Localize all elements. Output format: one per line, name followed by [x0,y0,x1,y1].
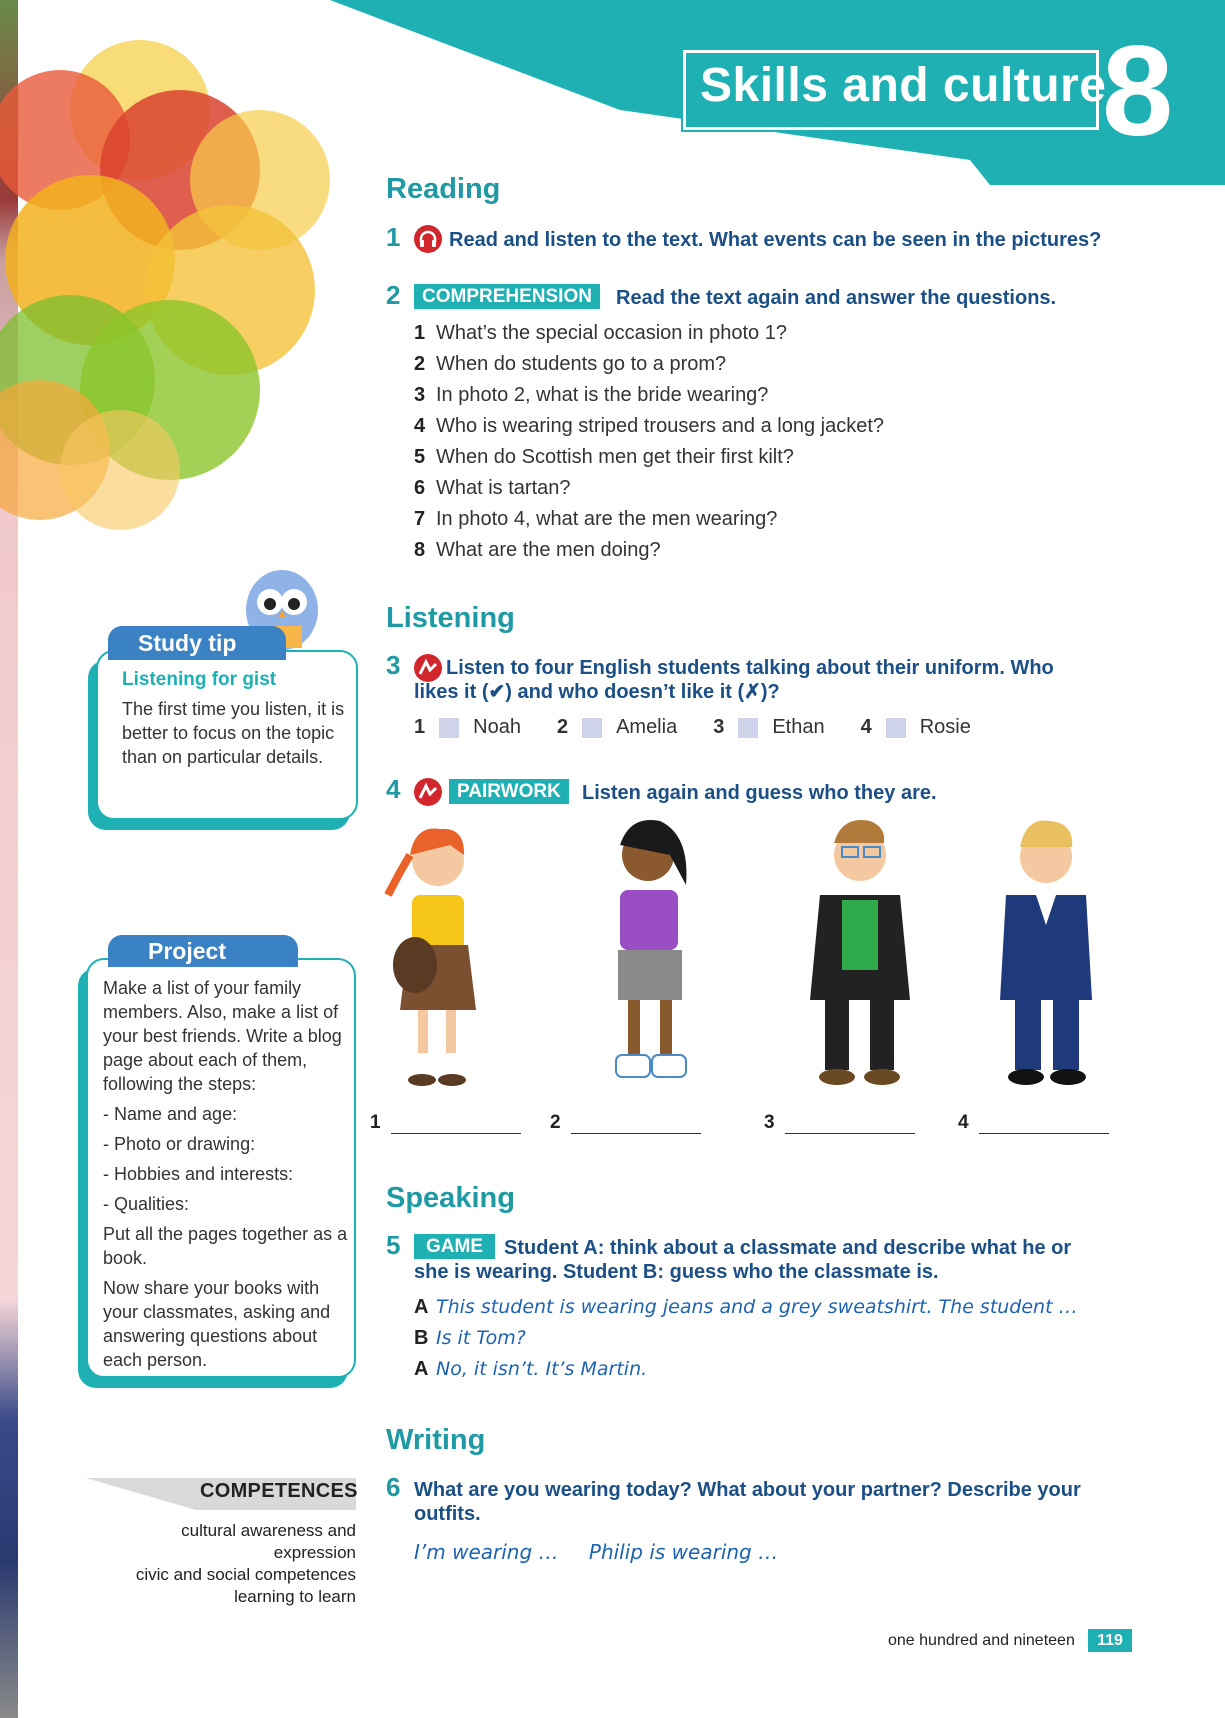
question-item: 6 What is tartan? [414,477,571,499]
students-checklist [414,716,1014,739]
dialogue-line: A No, it isn’t. It’s Martin. [414,1358,648,1380]
students-illustration [370,815,1130,1110]
speaking-heading: Speaking [386,1182,515,1214]
dialogue [414,1296,1078,1389]
study-tip-title: Listening for gist [122,669,277,690]
unit-number: 8 [1102,20,1174,163]
page-title: Skills and culture [700,59,1107,112]
reading-heading: Reading [386,173,501,205]
exercise-1-instruction: Read and listen to the text. What events can be seen in the pictures? [449,229,1102,251]
headphones-icon [414,225,442,253]
exercise-6-instruction: What are you wearing today? What about your partner? Describe your outfits. [414,1479,1081,1525]
page-number-words: one hundred and nineteen [888,1632,1075,1649]
exercise-4-number: 4 [386,774,401,804]
comprehension-tag: COMPREHENSION [414,284,600,309]
student-item-amelia: 2 Amelia [556,716,678,738]
writing-heading: Writing [386,1424,486,1456]
question-item: 4 Who is wearing striped trousers and a long jacket? [414,415,885,437]
student-item-ethan: 3 Ethan [713,716,825,738]
student-figure [388,829,476,1086]
dialogue-line: B Is it Tom? [414,1327,526,1349]
exercise-6-number: 6 [386,1472,401,1502]
exercise-4-instruction: Listen again and guess who they are. [582,782,937,804]
competences-list: cultural awareness and expression civic and social competences learning to learn [135,1521,356,1606]
answer-line[interactable]: 1 [370,1112,521,1134]
student-figure [616,820,686,1077]
exercise-5-number: 5 [386,1230,401,1260]
game-tag: GAME [414,1234,495,1259]
project-text: Make a list of your family members. Also, make a list of your best friends. Write a blog page about each of them, following the steps: - Name and age: - Photo or drawing: - Hobbies and interests: - Qualities: Put all the pages together as a book. Now share your books with your classmates, asking and answering questions about each person. [103,978,348,1370]
answer-line[interactable]: 4 [958,1112,1109,1134]
question-item: 5 When do Scottish men get their first kilt? [414,446,794,468]
answer-line[interactable]: 3 [764,1112,915,1134]
student-figure [810,820,910,1085]
exercise-1-number: 1 [386,222,401,252]
study-tip-tab: Study tip [108,626,286,660]
comprehension-questions [414,322,1014,570]
student-item-rosie: 4 Rosie [860,716,971,738]
audio-icon [414,778,442,806]
exercise-3-number: 3 [386,650,401,680]
exercise-3-instruction: Listen to four English students talking about their uniform. Who likes it (✔) and who doesn’t like it (✗)? [414,657,1054,703]
exercise-2-instruction: Read the text again and answer the questions. [616,287,1057,309]
project-tab: Project [108,935,298,967]
exercise-2-number: 2 [386,280,401,310]
balloons-illustration [0,40,345,530]
question-item: 3 In photo 2, what is the bride wearing? [414,384,769,406]
question-item: 8 What are the men doing? [414,539,661,561]
writing-examples: I’m wearing … Philip is wearing … [414,1540,779,1564]
checkbox[interactable] [886,718,906,738]
answer-line[interactable]: 2 [550,1112,701,1134]
competences-title: COMPETENCES [200,1480,358,1502]
listening-heading: Listening [386,602,515,634]
question-item: 7 In photo 4, what are the men wearing? [414,508,778,530]
checkbox[interactable] [738,718,758,738]
study-tip-text: The first time you listen, it is better to focus on the topic than on particular details. [122,699,345,767]
pairwork-tag: PAIRWORK [449,779,569,804]
question-item: 2 When do students go to a prom? [414,353,727,375]
exercise-5-instruction: Student A: think about a classmate and describe what he or she is wearing. Student B: guess who the classmate is. [414,1237,1072,1283]
checkbox[interactable] [439,718,459,738]
page-number: 119 [1088,1629,1132,1652]
question-item: 1 What’s the special occasion in photo 1? [414,322,787,344]
student-item-noah: 1 Noah [414,716,521,738]
checkbox[interactable] [582,718,602,738]
student-figure [1000,821,1092,1085]
dialogue-line: A This student is wearing jeans and a grey sweatshirt. The student … [414,1296,1078,1318]
